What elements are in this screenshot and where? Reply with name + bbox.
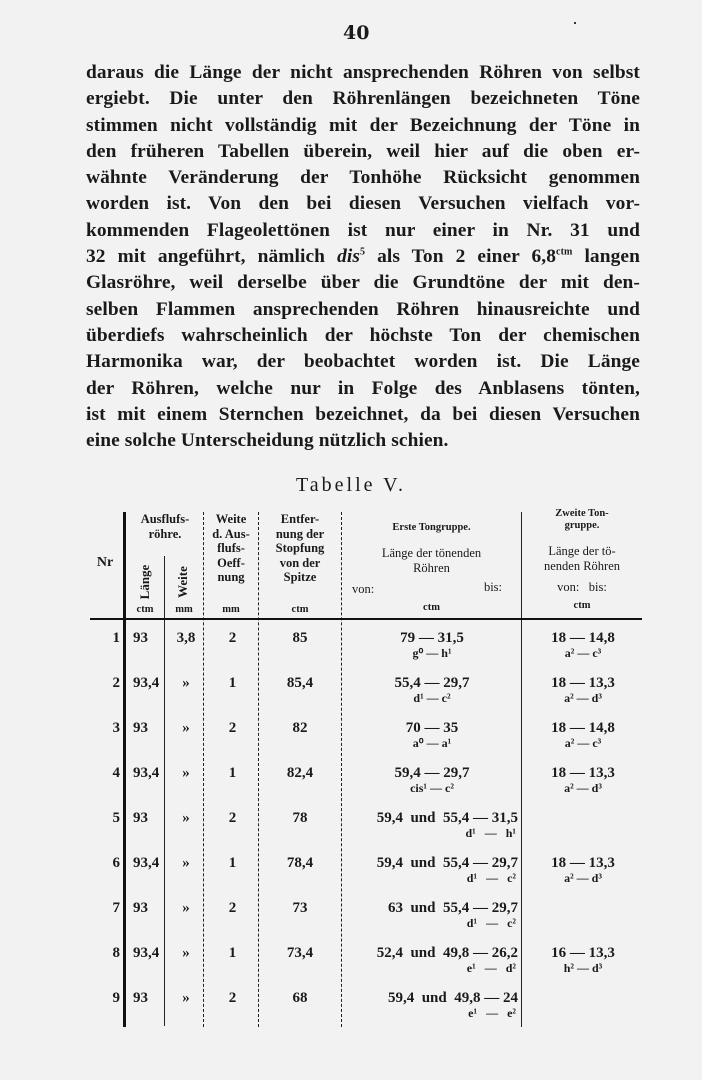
table-row [90, 900, 642, 945]
cell-erste-tongruppe [342, 630, 522, 660]
cell-laenge: 93 [133, 720, 148, 736]
erste-notes: a⁰ — a¹ [412, 736, 452, 750]
erste-values: 70 — 35 [405, 720, 459, 736]
header-line: Länge der tönenden [381, 546, 482, 560]
header-line: Entfer- [280, 512, 320, 526]
cell-oeffnung: 2 [228, 630, 237, 646]
cell-weite: » [182, 990, 190, 1006]
text-line-with-note [86, 244, 640, 270]
cell-oeffnung: 1 [228, 945, 237, 961]
cell-erste-tongruppe [342, 675, 522, 705]
cell-entfernung: 78,4 [286, 855, 314, 871]
cell-laenge: 93,4 [133, 855, 160, 871]
zweite-values: 18 — 14,8 [551, 720, 615, 736]
header-line: Spitze [283, 570, 317, 584]
text-line: stimmen nicht vollständig mit der Bezeichnung der Töne in [86, 114, 640, 136]
header-line: flufs- [217, 541, 245, 555]
text-line: überdiefs wahrscheinlich der höchste Ton der chemischen [86, 324, 640, 346]
unit-zweite: ctm [573, 600, 591, 611]
header-zweite-tongruppe [522, 508, 642, 532]
cell-weite: » [182, 675, 190, 691]
text-line: der Röhren, welche nur in Folge des Anblasens tönten, [86, 377, 640, 399]
unit-ctm: ctm [556, 246, 573, 258]
zweite-notes: a² — d³ [564, 691, 602, 705]
header-line: Oeff- [217, 555, 245, 570]
cell-laenge: 93,4 [133, 675, 160, 691]
cell-nr: 1 [112, 630, 120, 646]
cell-entfernung: 73 [292, 900, 308, 916]
cell-nr: 7 [112, 900, 120, 916]
cell-laenge: 93 [133, 900, 148, 916]
text-line: ergiebt. Die unter den Röhrenlängen bezeichneten Töne [86, 88, 640, 110]
cell-erste-tongruppe [342, 810, 518, 840]
header-zweite-vonbis: von: bis: [557, 580, 607, 594]
cell-oeffnung: 2 [228, 990, 237, 1006]
zweite-values: 18 — 13,3 [551, 855, 615, 871]
header-laenge: Länge [137, 564, 152, 600]
cell-oeffnung: 1 [228, 855, 237, 871]
cell-weite: 3,8 [176, 630, 196, 646]
unit-weite: mm [175, 604, 193, 615]
header-line: nung [217, 570, 245, 584]
text-line: Glasröhre, weil derselbe über die Grundtöne der mit den- [86, 272, 640, 294]
header-erste-bis: bis: [483, 580, 502, 594]
cell-erste-tongruppe [342, 765, 522, 795]
cell-laenge: 93 [133, 810, 148, 826]
header-line: Zweite Ton- [555, 508, 609, 519]
cell-nr: 2 [112, 675, 120, 691]
cell-oeffnung: 1 [228, 765, 237, 781]
cell-erste-tongruppe [342, 945, 518, 975]
erste-values: 59,4 und 55,4 — 31,5 [376, 810, 518, 826]
table-row [90, 855, 642, 900]
zweite-notes: a² — c³ [564, 736, 602, 750]
erste-notes: d¹ — c² [466, 916, 516, 930]
cell-erste-tongruppe [342, 900, 518, 930]
cell-laenge: 93 [133, 630, 148, 646]
cell-oeffnung: 1 [228, 675, 237, 691]
erste-values: 55,4 — 29,7 [394, 675, 470, 691]
page-number: 40 [343, 22, 370, 44]
header-line: d. Aus- [212, 526, 250, 541]
text-line: wähnte Veränderung der Tonhöhe Rücksicht genommen [86, 167, 640, 189]
cell-weite: » [182, 900, 190, 916]
cell-zweite-tongruppe [524, 720, 642, 750]
note-octave: 5 [360, 246, 366, 258]
speck [574, 22, 576, 24]
header-ausfluss-2: röhre. [148, 527, 182, 541]
header-line: nenden Röhren [543, 558, 621, 573]
cell-nr: 5 [112, 810, 120, 826]
erste-notes: d¹ — c² [413, 691, 451, 705]
erste-notes: e¹ — d² [466, 961, 516, 975]
cell-nr: 8 [112, 945, 120, 961]
text-line: daraus die Länge der nicht ansprechenden Röhren von selbst [86, 62, 640, 83]
cell-laenge: 93,4 [133, 765, 160, 781]
table-row [90, 945, 642, 990]
cell-weite: » [182, 765, 190, 781]
cell-nr: 9 [112, 990, 120, 1006]
header-line: gruppe. [564, 520, 600, 531]
text-segment: 32 mit angeführt, nämlich [86, 246, 326, 268]
zweite-notes: a² — d³ [564, 871, 602, 885]
cell-nr: 3 [112, 720, 120, 736]
cell-nr: 4 [112, 765, 120, 781]
erste-values: 59,4 — 29,7 [394, 765, 470, 781]
zweite-notes: a² — c³ [564, 646, 602, 660]
header-erste-desc [342, 546, 521, 575]
erste-values: 79 — 31,5 [400, 630, 464, 646]
cell-laenge: 93,4 [133, 945, 160, 961]
header-rule [90, 618, 642, 620]
header-line: nung der [275, 526, 325, 541]
note-name: dis [337, 246, 361, 268]
text-line: Harmonika war, der beobachtet worden ist. Die Länge [86, 351, 640, 373]
cell-entfernung: 85 [292, 630, 308, 646]
cell-weite: » [182, 720, 190, 736]
erste-values: 59,4 und 55,4 — 29,7 [376, 855, 518, 871]
cell-oeffnung: 2 [228, 810, 237, 826]
header-line: Länge der tö- [548, 544, 616, 558]
header-line: Röhren [413, 560, 450, 575]
zweite-values: 18 — 13,3 [551, 765, 615, 781]
zweite-notes: a² — d³ [564, 781, 602, 795]
cell-zweite-tongruppe [524, 630, 642, 660]
erste-notes: cis¹ — c² [410, 781, 454, 795]
header-line: von der [279, 555, 321, 570]
table-title: Tabelle V. [295, 474, 407, 496]
cell-oeffnung: 2 [228, 720, 237, 736]
cell-laenge: 93 [133, 990, 148, 1006]
text-line: eine solche Unterscheidung nützlich schien. [86, 430, 449, 452]
table-row [90, 720, 642, 765]
text-segment: langen [572, 246, 640, 268]
cell-weite: » [182, 945, 190, 961]
cell-erste-tongruppe [342, 855, 518, 885]
header-line: Stopfung [275, 541, 325, 555]
cell-entfernung: 82,4 [286, 765, 314, 781]
erste-values: 59,4 und 49,8 — 24 [387, 990, 518, 1006]
header-nr: Nr [96, 555, 114, 570]
data-table [90, 508, 642, 1028]
cell-entfernung: 85,4 [286, 675, 314, 691]
header-zweite-desc [522, 544, 642, 573]
text-line: selben Flammen ansprechenden Röhren hinausreichte und [86, 298, 640, 320]
cell-entfernung: 82 [292, 720, 308, 736]
header-entfernung [259, 512, 341, 585]
text-line: den früheren Tabellen überein, weil hier auf die oben er- [86, 140, 640, 162]
header-oeffnung [204, 512, 258, 585]
header-erste-von: von: [352, 582, 375, 596]
table-row [90, 675, 642, 720]
cell-zweite-tongruppe [524, 765, 642, 795]
cell-erste-tongruppe [342, 990, 518, 1020]
text-line: ist mit einem Sternchen bezeichnet, da bei diesen Versuchen [86, 403, 640, 425]
erste-notes: g⁰ — h¹ [412, 646, 452, 660]
header-line: Weite [215, 512, 247, 526]
cell-weite: » [182, 855, 190, 871]
cell-weite: » [182, 810, 190, 826]
zweite-values: 18 — 13,3 [551, 675, 615, 691]
table-row [90, 765, 642, 810]
cell-zweite-tongruppe [524, 945, 642, 975]
table-row [90, 990, 642, 1035]
header-weite: Weite [175, 566, 190, 598]
cell-entfernung: 73,4 [286, 945, 314, 961]
table-row [90, 810, 642, 855]
zweite-notes: h² — d³ [563, 961, 603, 975]
unit-laenge: ctm [136, 604, 154, 615]
zweite-values: 18 — 14,8 [551, 630, 615, 646]
cell-nr: 6 [112, 855, 120, 871]
header-ausfluss: Ausflufs- [140, 512, 190, 526]
cell-entfernung: 68 [292, 990, 308, 1006]
table-row [90, 630, 642, 675]
erste-values: 52,4 und 49,8 — 26,2 [376, 945, 518, 961]
cell-entfernung: 78 [292, 810, 308, 826]
text-segment: als Ton 2 einer 6,8 [365, 246, 557, 268]
text-line: worden ist. Von den bei diesen Versuchen vielfach vor- [86, 193, 640, 215]
unit-oeffnung: mm [222, 604, 240, 615]
header-erste-tongruppe: Erste Tongruppe. [392, 522, 471, 533]
cell-zweite-tongruppe [524, 675, 642, 705]
erste-notes: e¹ — e² [468, 1006, 516, 1020]
text-line: kommenden Flageolettönen ist nur einer in Nr. 31 und [86, 219, 640, 241]
cell-zweite-tongruppe [524, 855, 642, 885]
cell-erste-tongruppe [342, 720, 522, 750]
unit-erste: ctm [423, 602, 440, 613]
erste-values: 63 und 55,4 — 29,7 [387, 900, 518, 916]
erste-notes: d¹ — h¹ [465, 826, 516, 840]
zweite-values: 16 — 13,3 [551, 945, 615, 961]
body-paragraph [86, 60, 640, 454]
unit-entfernung: ctm [291, 604, 309, 615]
cell-oeffnung: 2 [228, 900, 237, 916]
erste-notes: d¹ — c² [466, 871, 516, 885]
